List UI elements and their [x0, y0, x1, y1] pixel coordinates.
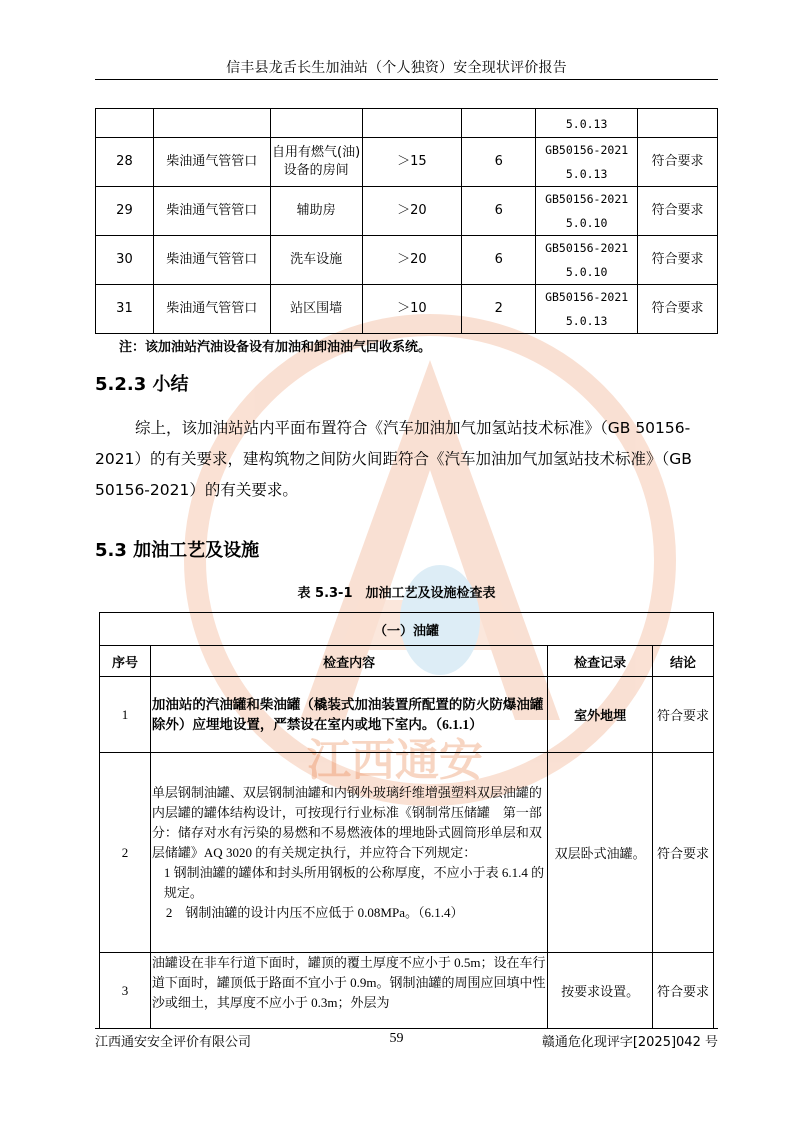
fire-distance-table [95, 108, 718, 334]
table-header-row [100, 646, 714, 677]
footer-rule [95, 1028, 718, 1029]
row-content: 加油站的汽油罐和柴油罐（橇装式加油装置所配置的防火防爆油罐除外）应埋地设置，严禁设在室内或地下室内。（6.1.1） [150, 677, 547, 753]
table-row [96, 138, 718, 187]
row-standard: GB50156-2021 5.0.13 [536, 138, 638, 187]
table-row [100, 753, 714, 953]
section-heading-5-2-3: 5.2.3 小结 [95, 374, 189, 395]
checklist-table [99, 612, 714, 1029]
row-item [153, 109, 270, 138]
row-required [362, 109, 462, 138]
row-actual: 6 [462, 138, 536, 187]
row-no: 29 [96, 187, 154, 236]
table-row [96, 187, 718, 236]
watermark-text: 江西通安 [307, 735, 483, 786]
row-item: 柴油通气管管口 [153, 236, 270, 285]
row-standard: GB50156-2021 5.0.10 [536, 187, 638, 236]
row-required: ＞20 [362, 187, 462, 236]
footer-doc-number: 赣通危化现评字[2025]042 号 [541, 1035, 718, 1050]
row-no: 2 [100, 753, 151, 953]
row-target: 自用有燃气(油)设备的房间 [270, 138, 362, 187]
table-row [96, 236, 718, 285]
table-row [100, 677, 714, 753]
row-no: 30 [96, 236, 154, 285]
row-actual: 6 [462, 236, 536, 285]
row-no: 31 [96, 285, 154, 334]
header-content: 检查内容 [150, 646, 547, 677]
row-content [150, 753, 547, 953]
row-target [270, 109, 362, 138]
row-result: 符合要求 [638, 138, 718, 187]
table-note: 注：该加油站汽油设备设有加油和卸油油气回收系统。 [119, 340, 432, 355]
table-section-row [100, 613, 714, 646]
row-item: 柴油通气管管口 [153, 285, 270, 334]
page-header-title: 信丰县龙舌长生加油站（个人独资）安全现状评价报告 [226, 60, 567, 76]
row-result: 符合要求 [638, 285, 718, 334]
content-item-1: 1 钢制油罐的罐体和封头所用钢板的公称厚度，不应小于表 6.1.4 的规定。 [163, 864, 545, 900]
row-no: 28 [96, 138, 154, 187]
row-actual: 6 [462, 187, 536, 236]
row-item: 柴油通气管管口 [153, 138, 270, 187]
header-no: 序号 [100, 646, 151, 677]
row-standard: GB50156-2021 5.0.10 [536, 236, 638, 285]
summary-paragraph: 综上，该加油站站内平面布置符合《汽车加油加气加氢站技术标准》（GB 50156-2021）的有关要求，建构筑物之间防火间距符合《汽车加油加气加氢站技术标准》（GB 50156-2021）的有关要求。 [95, 419, 692, 499]
header-record: 检查记录 [548, 646, 653, 677]
footer-company: 江西通安安全评价有限公司 [95, 1035, 252, 1050]
row-required: ＞15 [362, 138, 462, 187]
row-required: ＞20 [362, 236, 462, 285]
row-standard: GB50156-2021 5.0.13 [536, 285, 638, 334]
row-required: ＞10 [362, 285, 462, 334]
row-result: 符合要求 [653, 953, 714, 1029]
row-record: 双层卧式油罐。 [548, 753, 653, 953]
row-target: 洗车设施 [270, 236, 362, 285]
row-record: 按要求设置。 [548, 953, 653, 1029]
section-heading-5-3: 5.3 加油工艺及设施 [95, 540, 260, 561]
row-no [96, 109, 154, 138]
table-row [96, 109, 718, 138]
row-result: 符合要求 [653, 753, 714, 953]
table-row [100, 953, 714, 1029]
header-rule [95, 79, 718, 80]
row-actual [462, 109, 536, 138]
row-result: 符合要求 [653, 677, 714, 753]
row-no: 1 [100, 677, 151, 753]
row-result [638, 109, 718, 138]
table-row [96, 285, 718, 334]
row-result: 符合要求 [638, 236, 718, 285]
row-item: 柴油通气管管口 [153, 187, 270, 236]
header-result: 结论 [653, 646, 714, 677]
table-caption: 表 5.3-1 加油工艺及设施检查表 [297, 586, 496, 601]
row-target: 站区围墙 [270, 285, 362, 334]
row-standard: 5.0.13 [536, 109, 638, 138]
content-main: 单层钢制油罐、双层钢制油罐和内钢外玻璃纤维增强塑料双层油罐的内层罐的罐体结构设计，可按现行行业标准《钢制常压储罐 第一部分：储存对水有污染的易燃和不易燃液体的埋地卧式圆筒形单层和双层储罐》AQ 3020 的有关规定执行，并应符合下列规定： [151, 784, 542, 860]
row-content: 油罐设在非车行道下面时，罐顶的覆土厚度不应小于 0.5m；设在车行道下面时，罐顶低于路面不宜小于 0.9m。钢制油罐的周围应回填中性沙或细土，其厚度不应小于 0.3m；外层为 [150, 953, 547, 1029]
page-number: 59 [389, 1031, 404, 1046]
row-target: 辅助房 [270, 187, 362, 236]
section-title: （一）油罐 [100, 613, 714, 646]
row-no: 3 [100, 953, 151, 1029]
row-result: 符合要求 [638, 187, 718, 236]
row-record: 室外地埋 [548, 677, 653, 753]
content-item-2: 2 钢制油罐的设计内压不应低于 0.08MPa。（6.1.4） [165, 904, 464, 920]
row-actual: 2 [462, 285, 536, 334]
